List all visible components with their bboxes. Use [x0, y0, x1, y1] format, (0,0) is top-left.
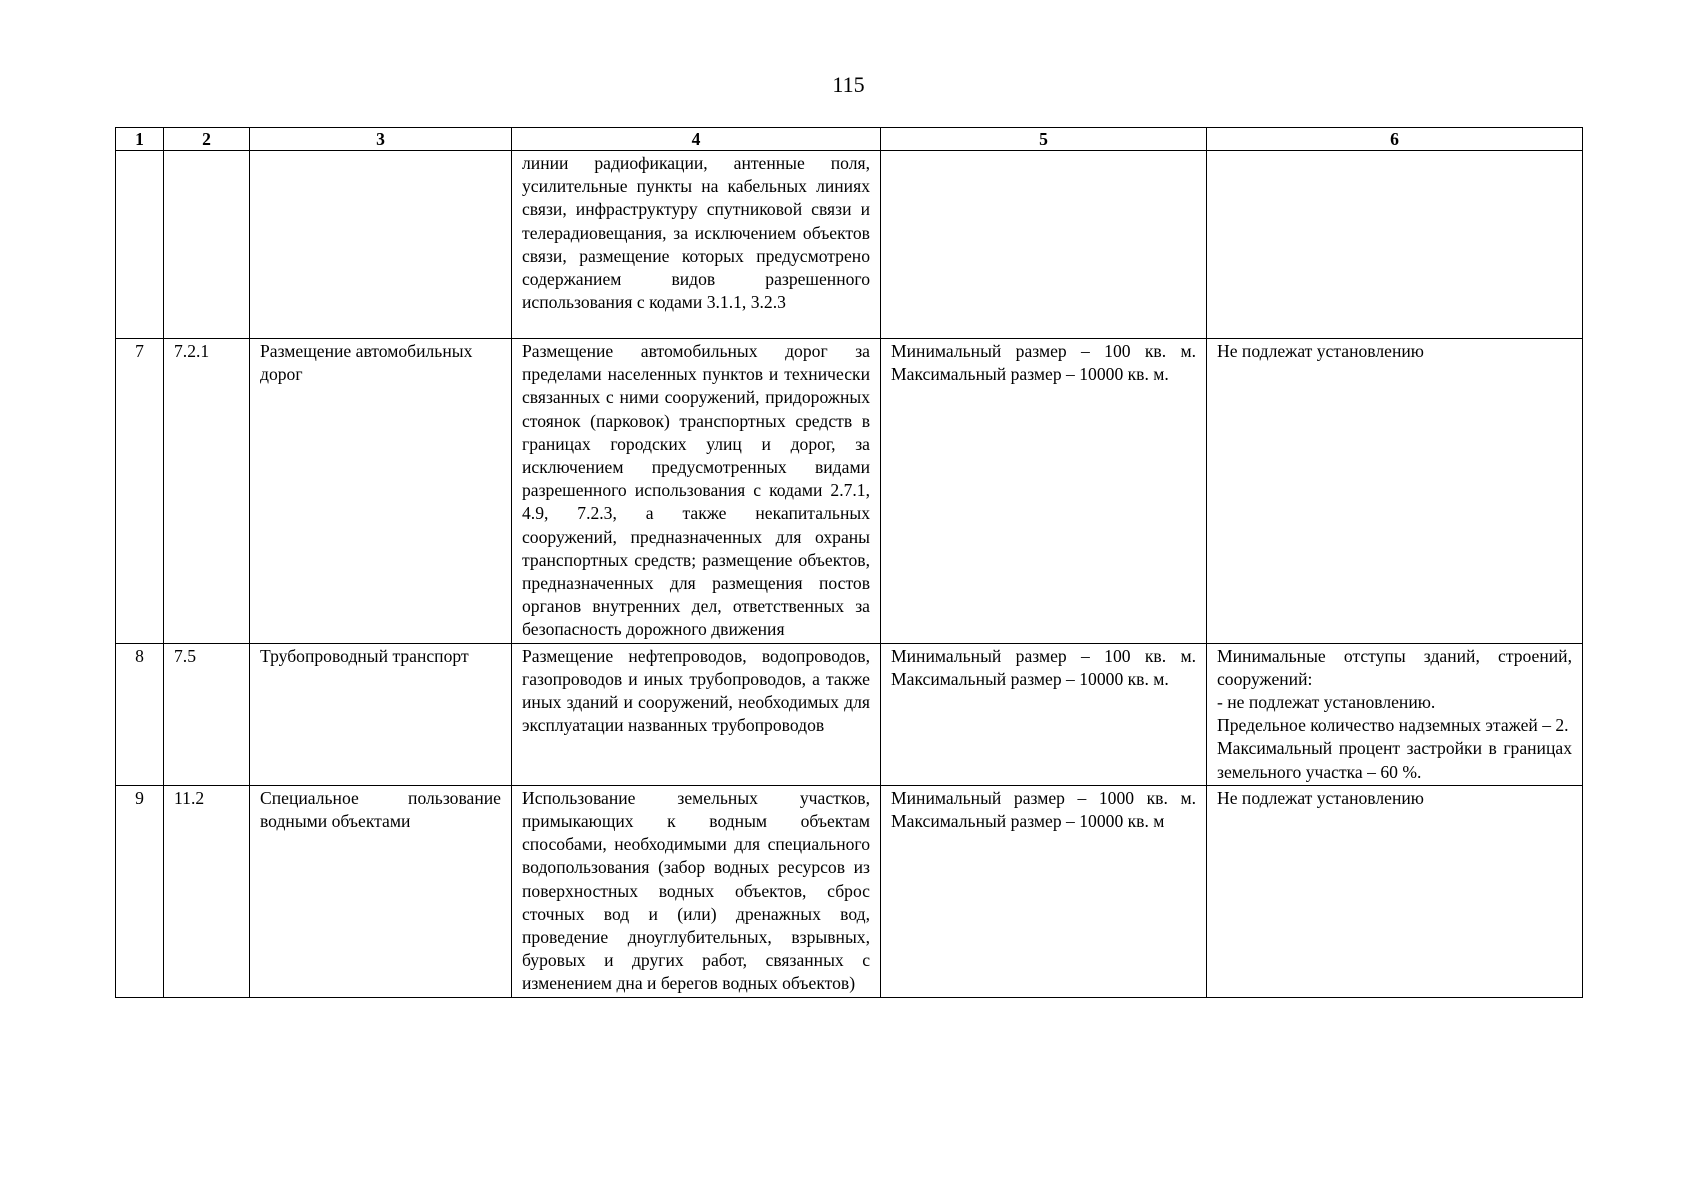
params-line: Не подлежат установлению — [1217, 787, 1424, 808]
column-header-2: 2 — [164, 128, 250, 151]
table-row — [116, 643, 1583, 785]
cell-use-name: Специальное пользование водными объектами — [250, 785, 512, 997]
cell-row-number: 8 — [116, 643, 164, 785]
land-use-table — [115, 127, 1583, 998]
column-header-3: 3 — [250, 128, 512, 151]
params-line: - не подлежат установлению. — [1217, 692, 1436, 713]
cell-use-code: 11.2 — [164, 785, 250, 997]
cell-use-name: Размещение автомобильных дорог — [250, 339, 512, 644]
table-row — [116, 339, 1583, 644]
cell-plot-size: Минимальный размер – 100 кв. м. Максимальный размер – 10000 кв. м. — [881, 339, 1207, 644]
cell-use-code: 7.5 — [164, 643, 250, 785]
cell-use-name: Трубопроводный транспорт — [250, 643, 512, 785]
cell-description: Использование земельных участков, примыкающих к водным объектам способами, необходимыми для специального водопользования (забор водных ресурсов из поверхностных водных объектов, сброс сточных вод и (или) дренажных вод, проведение дноуглубительных, взрывных, буровых и других работ, связанных с изменением дна и берегов водных объектов) — [512, 785, 881, 997]
cell-code-empty — [164, 151, 250, 339]
cell-description: линии радиофикации, антенные поля, усилительные пункты на кабельных линиях связи, инфраструктуру спутниковой связи и телерадиовещания, за исключением объектов связи, размещение которых предусмотрено содержанием видов разрешенного использования с кодами 3.1.1, 3.2.3 — [512, 151, 881, 339]
cell-plot-size: Минимальный размер – 1000 кв. м. Максимальный размер – 10000 кв. м — [881, 785, 1207, 997]
cell-num-empty — [116, 151, 164, 339]
cell-params — [1207, 643, 1583, 785]
params-line: Не подлежат установлению — [1217, 341, 1424, 361]
cell-row-number: 9 — [116, 785, 164, 997]
params-line: Предельное количество надземных этажей – 2. — [1217, 715, 1569, 736]
column-header-6: 6 — [1207, 128, 1583, 151]
cell-description: Размещение автомобильных дорог за пределами населенных пунктов и технически связанных с ними сооружений, придорожных стоянок (парковок) транспортных средств в границах городских улиц и дорог, за исключением предусмотренных видами разрешенного использования с кодами 2.7.1, 4.9, 7.2.3, а также некапитальных сооружений, предназначенных для охраны транспортных средств; размещение объектов, предназначенных для размещения постов органов внутренних дел, ответственных за безопасность дорожного движения — [512, 339, 881, 644]
cell-params — [1207, 785, 1583, 997]
table-row-continuation — [116, 151, 1583, 339]
params-line: Максимальный процент застройки в границах земельного участка – 60 %. — [1217, 738, 1572, 782]
column-header-5: 5 — [881, 128, 1207, 151]
column-header-4: 4 — [512, 128, 881, 151]
params-line: Минимальные отступы зданий, строений, сооружений: — [1217, 645, 1572, 689]
cell-row-number: 7 — [116, 339, 164, 644]
table-header-row — [116, 128, 1583, 151]
cell-plot-size: Минимальный размер – 100 кв. м. Максимальный размер – 10000 кв. м. — [881, 643, 1207, 785]
column-header-1: 1 — [116, 128, 164, 151]
cell-params-empty — [1207, 151, 1583, 339]
cell-description: Размещение нефтепроводов, водопроводов, газопроводов и иных трубопроводов, а также иных зданий и сооружений, необходимых для эксплуатации названных трубопроводов — [512, 643, 881, 785]
cell-size-empty — [881, 151, 1207, 339]
cell-name-empty — [250, 151, 512, 339]
page-number: 115 — [832, 72, 865, 97]
cell-use-code: 7.2.1 — [164, 339, 250, 644]
table-row — [116, 785, 1583, 997]
cell-params — [1207, 339, 1583, 644]
